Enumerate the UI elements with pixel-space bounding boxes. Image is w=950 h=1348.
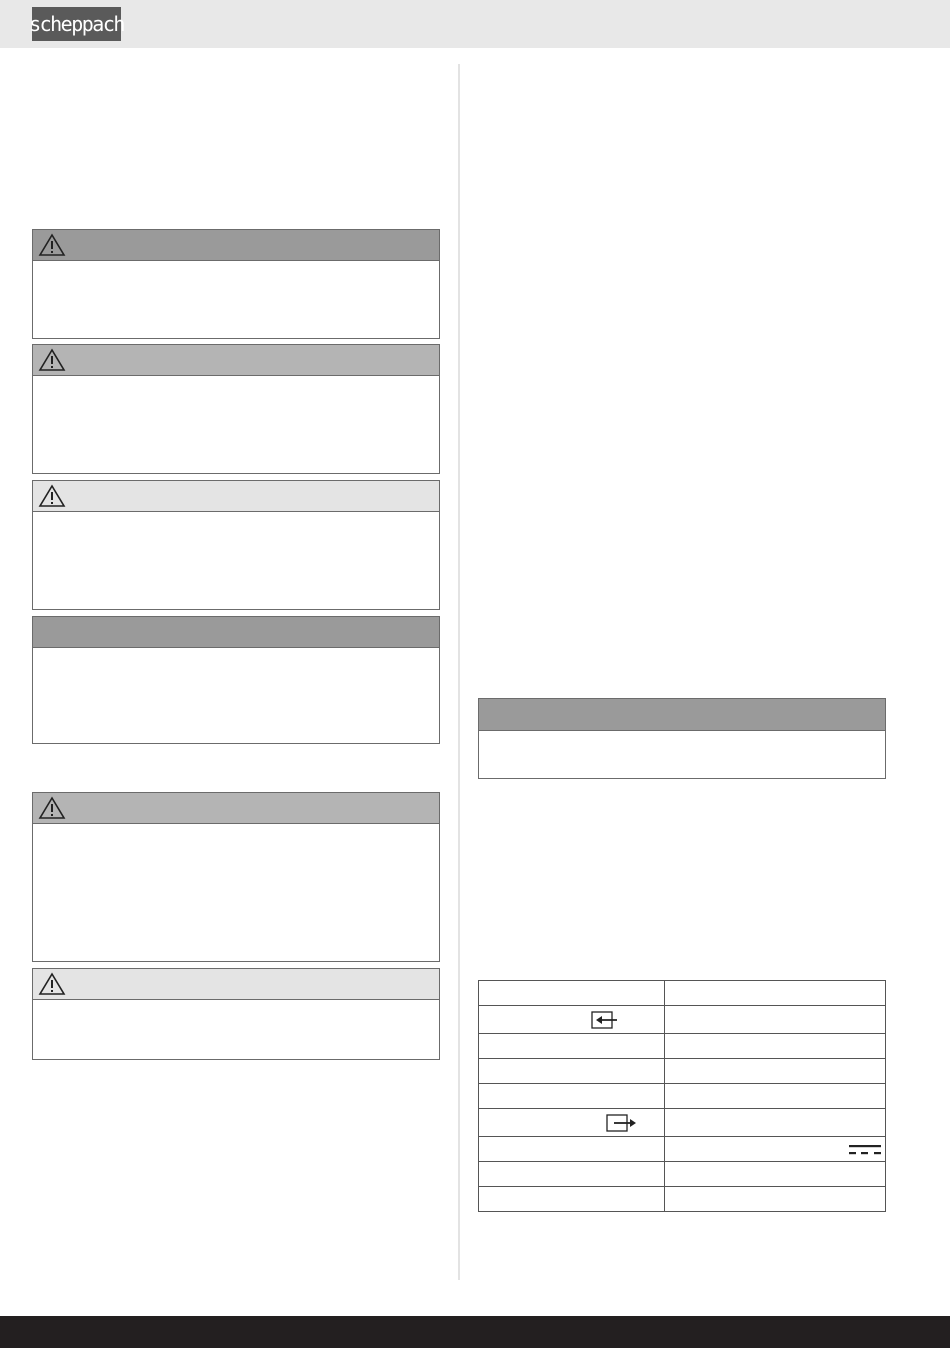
warning-triangle-icon <box>38 972 66 996</box>
table-row <box>479 981 886 1006</box>
spec-value <box>665 1162 886 1187</box>
spec-value <box>665 1109 886 1137</box>
spec-label <box>479 1059 665 1084</box>
column-divider <box>458 64 460 1280</box>
notice-header <box>33 617 439 648</box>
table-row <box>479 1034 886 1059</box>
table-row <box>479 1006 886 1034</box>
spec-label <box>479 981 665 1006</box>
warning-notice-3 <box>32 480 440 610</box>
table-row <box>479 1109 886 1137</box>
spec-label <box>479 1084 665 1109</box>
spec-value <box>665 1084 886 1109</box>
footer-bar <box>0 1316 950 1348</box>
warning-notice-4 <box>32 792 440 962</box>
direct-current-icon <box>849 1144 881 1156</box>
warning-triangle-icon <box>38 233 66 257</box>
table-row <box>479 1084 886 1109</box>
spec-value <box>665 1187 886 1212</box>
input-arrow-icon <box>589 1010 619 1030</box>
spec-label <box>479 1162 665 1187</box>
notice-header <box>33 481 439 512</box>
spec-value-cell <box>665 1137 886 1162</box>
notice-header <box>33 793 439 824</box>
warning-notice-5 <box>32 968 440 1060</box>
notice-header <box>33 230 439 261</box>
spec-label-cell <box>479 1006 665 1034</box>
scheppach-logo: scheppach <box>32 7 121 41</box>
warning-triangle-icon <box>38 348 66 372</box>
table-row <box>479 1187 886 1212</box>
spec-label <box>479 1137 665 1162</box>
spec-label <box>479 1187 665 1212</box>
output-arrow-icon <box>606 1113 638 1133</box>
warning-notice-1 <box>32 229 440 339</box>
notice-header <box>33 969 439 1000</box>
top-header-bar <box>0 0 950 48</box>
spec-value <box>665 1034 886 1059</box>
info-notice-right <box>478 698 886 779</box>
warning-notice-2 <box>32 344 440 474</box>
spec-value <box>665 981 886 1006</box>
spec-value <box>665 1059 886 1084</box>
spec-value <box>665 1006 886 1034</box>
spec-label <box>479 1034 665 1059</box>
table-row <box>479 1162 886 1187</box>
warning-triangle-icon <box>38 796 66 820</box>
warning-triangle-icon <box>38 484 66 508</box>
spec-label-cell <box>479 1109 665 1137</box>
notice-header <box>479 699 885 731</box>
notice-header <box>33 345 439 376</box>
table-row <box>479 1137 886 1162</box>
table-row <box>479 1059 886 1084</box>
info-notice <box>32 616 440 744</box>
technical-data-table <box>478 980 886 1212</box>
